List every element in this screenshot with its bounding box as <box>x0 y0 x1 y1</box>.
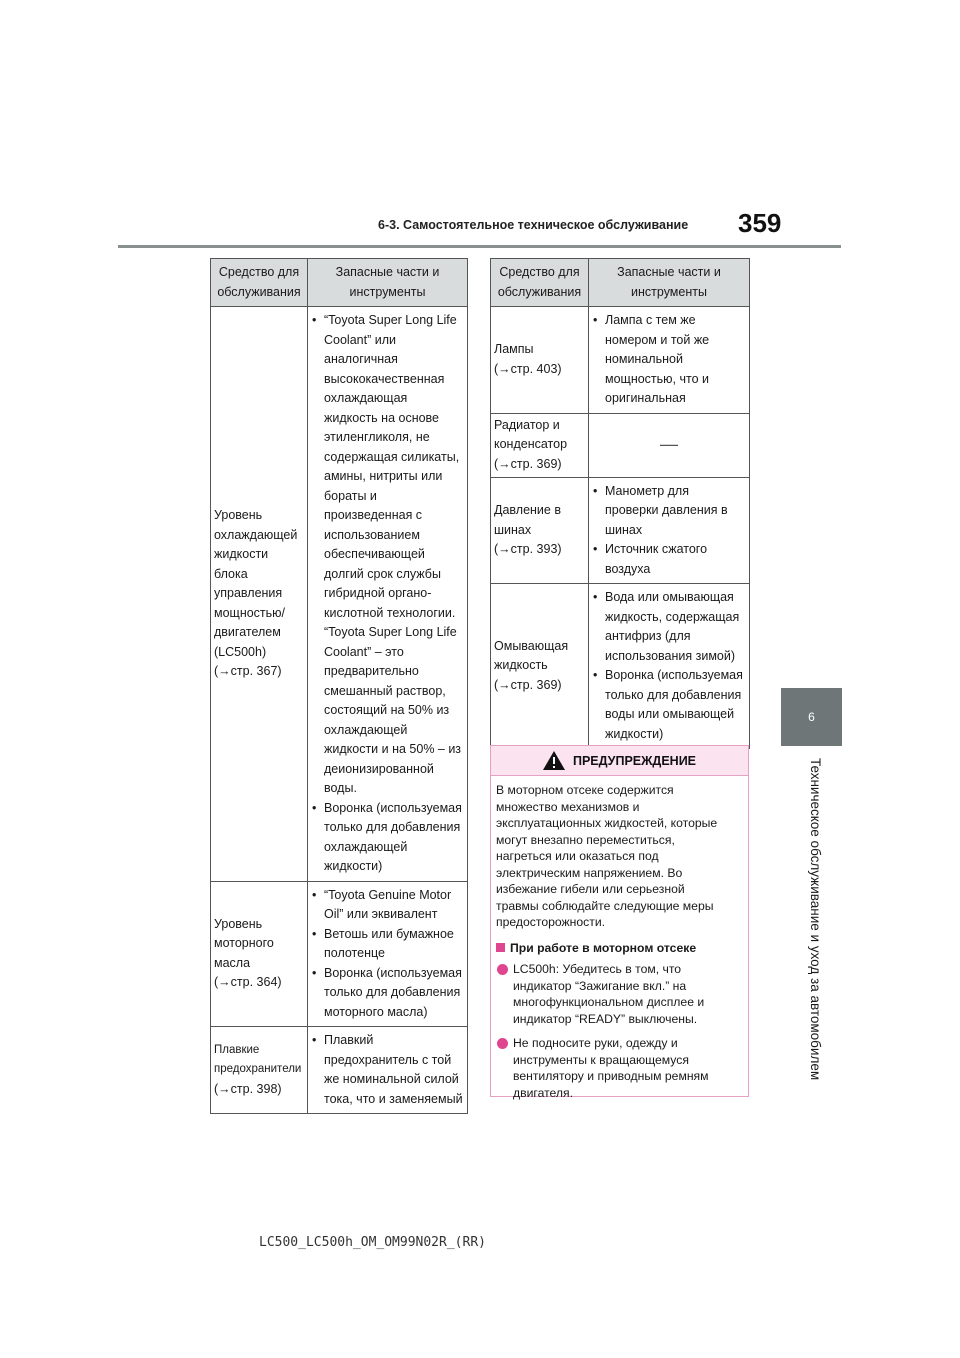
square-bullet-icon <box>496 943 505 952</box>
chapter-tab: 6 <box>781 688 842 746</box>
table-row <box>211 1027 468 1114</box>
list-item: • Лампа с тем же номером и той же номинальной мощностью, что и оригинальная <box>589 311 747 409</box>
left-parts-table <box>210 258 468 1114</box>
list-item: • Воронка (используемая только для добавления охлаждающей жидкости) <box>308 799 465 877</box>
parts-cell <box>308 307 468 882</box>
list-item: • Вода или омывающая жидкость, содержащая антифриз (для использования зимой) <box>589 588 747 666</box>
tool-cell: Радиатор и конденсатор (→стр. 369) <box>491 413 589 477</box>
table-row <box>491 584 750 749</box>
list-item: • “Toyota Genuine Motor Oil” или эквивалент <box>308 886 465 925</box>
document-code: LC500_LC500h_OM_OM99N02R_(RR) <box>259 1235 486 1250</box>
tool-cell: Уровень охлаждающей жидкости блока управления мощностью/ двигателем (LC500h) (→стр. 367) <box>211 307 308 882</box>
table-row <box>491 477 750 584</box>
list-item: • Источник сжатого воздуха <box>589 540 747 579</box>
circle-bullet-icon <box>497 1038 508 1049</box>
warning-intro: В моторном отсеке содержится множество механизмов и эксплуатационных жидкостей, которые могут внезапно переместиться, нагреться или оказаться под электрическим напряжением. Во избежание гибели или серьезной травмы соблюдайте следующие меры предосторожности. <box>496 783 718 929</box>
table-row <box>491 413 750 477</box>
parts-cell <box>589 584 750 749</box>
right-parts-table <box>490 258 750 749</box>
warning-title: ПРЕДУПРЕЖДЕНИЕ <box>572 753 697 768</box>
table-row <box>211 307 468 882</box>
header-tool: Средство для обслуживания <box>211 259 308 307</box>
tool-cell: Лампы (→стр. 403) <box>491 307 589 414</box>
table-header-row <box>211 259 468 307</box>
parts-cell <box>589 477 750 584</box>
parts-cell <box>589 307 750 414</box>
list-item: • Ветошь или бумажное полотенце <box>308 925 465 964</box>
warning-body <box>491 776 748 1101</box>
tool-cell: Плавкие предохранители (→стр. 398) <box>211 1027 308 1114</box>
warning-point: Не подносите руки, одежду и инструменты к вращающемуся вентилятору и приводным ремням двигателя. <box>496 1035 742 1101</box>
warning-triangle-icon <box>543 751 565 770</box>
section-title: 6-3. Самостоятельное техническое обслуживание <box>378 218 689 232</box>
table-header-row <box>491 259 750 307</box>
empty-dash: — <box>589 413 750 477</box>
table-row <box>491 307 750 414</box>
page-number: 359 <box>738 208 782 238</box>
warning-subheading: При работе в моторном отсеке <box>496 940 742 957</box>
list-item: • “Toyota Super Long Life Coolant” или аналогичная высококачественная охлаждающая жидкость на основе этиленгликоля, не содержащая силикаты, амины, нитриты или бораты и произведенная с использованием обеспечивающей долгий срок службы гибридной органо- кислотной технологии. “Toyota Super Long Life Coolant” – это предварительно смешанный раствор, состоящий на 50% из охлаждающей жидкости и на 50% – из деионизированной воды. <box>308 311 465 799</box>
header-parts: Запасные части и инструменты <box>308 259 468 307</box>
list-item: • Манометр для проверки давления в шинах <box>589 482 747 541</box>
warning-header <box>491 746 748 776</box>
table-row <box>211 881 468 1027</box>
tool-cell: Давление в шинах (→стр. 393) <box>491 477 589 584</box>
parts-cell <box>308 881 468 1027</box>
tool-cell: Омывающая жидкость (→стр. 369) <box>491 584 589 749</box>
warning-box <box>490 745 749 1100</box>
header-rule <box>118 245 841 248</box>
header-tool: Средство для обслуживания <box>491 259 589 307</box>
warning-point: LC500h: Убедитесь в том, что индикатор “Зажигание вкл.” на многофункциональном дисплее и индикатор “READY” выключены. <box>496 961 742 1027</box>
tool-cell: Уровень моторного масла (→стр. 364) <box>211 881 308 1027</box>
parts-cell <box>308 1027 468 1114</box>
list-item: • Воронка (используемая только для добавления моторного масла) <box>308 964 465 1023</box>
chapter-title-vertical: Техническое обслуживание и уход за автомобилем <box>808 758 823 1081</box>
header-parts: Запасные части и инструменты <box>589 259 750 307</box>
circle-bullet-icon <box>497 964 508 975</box>
list-item: • Плавкий предохранитель с той же номинальной силой тока, что и заменяемый <box>308 1031 465 1109</box>
list-item: • Воронка (используемая только для добавления воды или омывающей жидкости) <box>589 666 747 744</box>
